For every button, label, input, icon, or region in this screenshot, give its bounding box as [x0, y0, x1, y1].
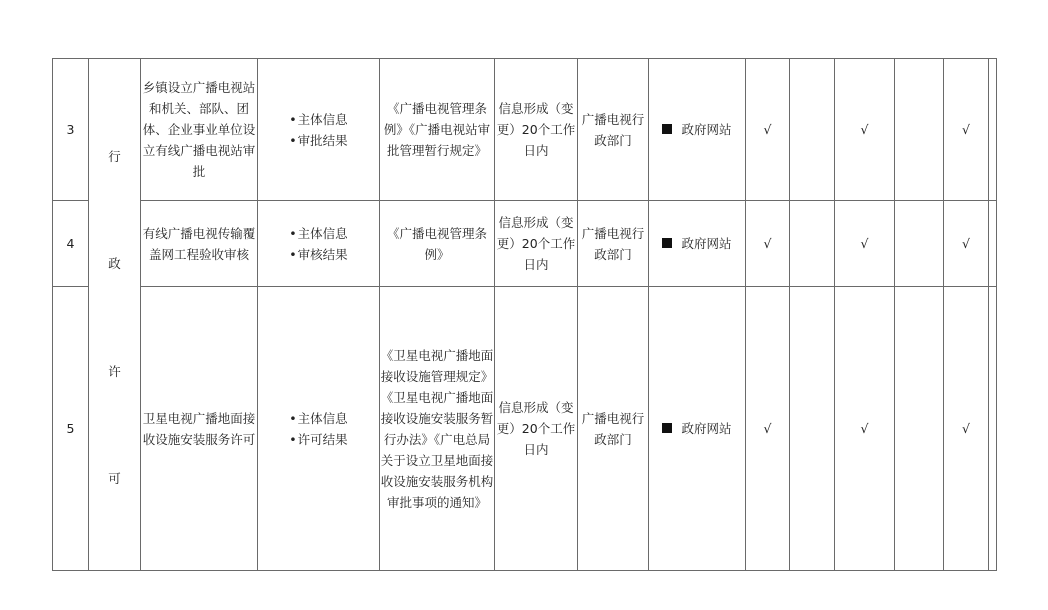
- check-mark: [790, 287, 835, 571]
- content-cell: [258, 201, 380, 287]
- content-cell: [258, 287, 380, 571]
- channel-cell: [649, 201, 746, 287]
- square-bullet-icon: [662, 124, 672, 134]
- check-mark: √: [944, 59, 989, 201]
- disclosure-subject: 广播电视行政部门: [578, 59, 649, 201]
- check-mark: [790, 59, 835, 201]
- category-char: 政: [108, 256, 121, 272]
- square-bullet-icon: [662, 423, 672, 433]
- disclosure-timing: 信息形成（变更）20个工作日内: [495, 287, 578, 571]
- disclosure-table: [52, 58, 997, 571]
- check-mark: [989, 287, 997, 571]
- content-entry: • 主体信息: [289, 223, 347, 244]
- check-mark: √: [835, 201, 895, 287]
- check-mark: √: [835, 287, 895, 571]
- check-mark: [895, 59, 944, 201]
- channel-cell: [649, 287, 746, 571]
- check-mark: √: [746, 287, 790, 571]
- channel-cell: [649, 59, 746, 201]
- check-mark: [989, 201, 997, 287]
- category-cell: [89, 59, 141, 571]
- check-mark: √: [944, 287, 989, 571]
- check-mark: [989, 59, 997, 201]
- check-mark: [895, 201, 944, 287]
- row-number: 4: [53, 201, 89, 287]
- table-row: [53, 287, 997, 571]
- category-char: 可: [108, 471, 121, 487]
- item-name: 卫星电视广播地面接收设施安装服务许可: [141, 287, 258, 571]
- channel-text: 政府网站: [681, 235, 732, 251]
- check-mark: √: [746, 201, 790, 287]
- disclosure-subject: 广播电视行政部门: [578, 287, 649, 571]
- channel-text: 政府网站: [681, 420, 732, 436]
- table-row: [53, 59, 997, 201]
- channel-text: 政府网站: [681, 121, 732, 137]
- square-bullet-icon: [662, 238, 672, 248]
- item-name: 乡镇设立广播电视站和机关、部队、团体、企业事业单位设立有线广播电视站审批: [141, 59, 258, 201]
- table-row: [53, 201, 997, 287]
- category-char: 行: [108, 148, 121, 164]
- row-number: 5: [53, 287, 89, 571]
- disclosure-timing: 信息形成（变更）20个工作日内: [495, 59, 578, 201]
- check-mark: [790, 201, 835, 287]
- legal-basis: 《广播电视管理条例》: [380, 201, 495, 287]
- disclosure-timing: 信息形成（变更）20个工作日内: [495, 201, 578, 287]
- legal-basis: 《卫星电视广播地面接收设施管理规定》《卫星电视广播地面接收设施安装服务暂行办法》《广电总局关于设立卫星地面接收设施安装服务机构审批事项的通知》: [380, 287, 495, 571]
- row-number: 3: [53, 59, 89, 201]
- disclosure-subject: 广播电视行政部门: [578, 201, 649, 287]
- content-cell: [258, 59, 380, 201]
- check-mark: √: [835, 59, 895, 201]
- legal-basis: 《广播电视管理条例》《广播电视站审批管理暂行规定》: [380, 59, 495, 201]
- content-entry: • 审批结果: [289, 130, 347, 151]
- content-entry: • 许可结果: [289, 429, 347, 450]
- content-entry: • 审核结果: [289, 244, 347, 265]
- content-entry: • 主体信息: [289, 109, 347, 130]
- content-entry: • 主体信息: [289, 408, 347, 429]
- check-mark: [895, 287, 944, 571]
- item-name: 有线广播电视传输覆盖网工程验收审核: [141, 201, 258, 287]
- check-mark: √: [944, 201, 989, 287]
- category-char: 许: [108, 363, 121, 379]
- check-mark: √: [746, 59, 790, 201]
